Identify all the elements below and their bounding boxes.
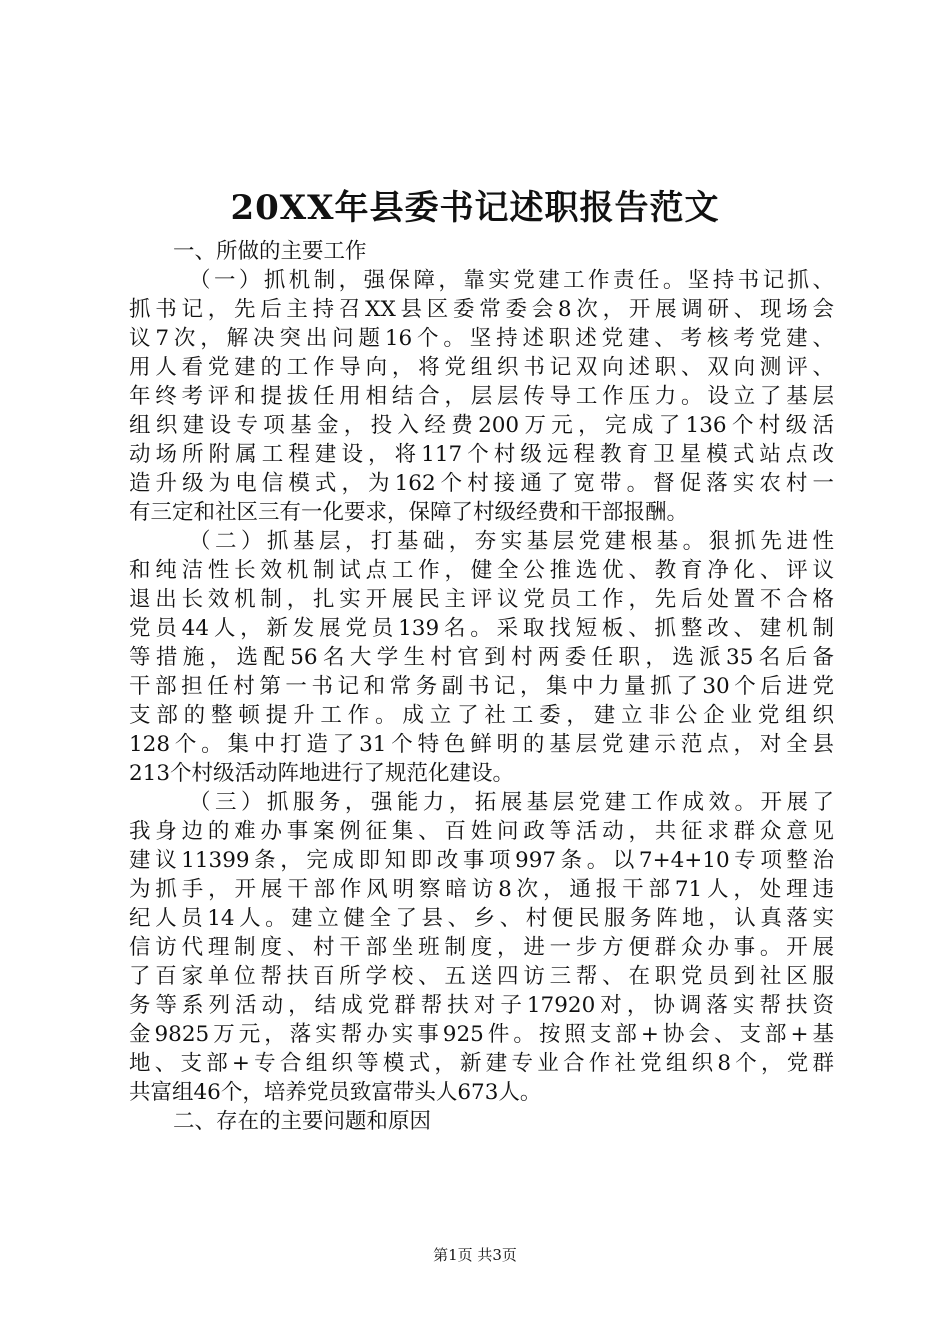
paragraph-1-line: 用人看党建的工作导向，将党组织书记双向述职、双向测评、: [129, 355, 834, 380]
paragraph-3-line: 纪人员14人。建立健全了县、乡、村便民服务阵地，认真落实: [129, 906, 834, 931]
paragraph-2-line: 支部的整顿提升工作。成立了社工委，建立非公企业党组织: [129, 703, 834, 728]
paragraph-3-line: 金9825万元，落实帮办实事925件。按照支部+协会、支部+基: [129, 1022, 834, 1047]
paragraph-3-line: 建议11399条，完成即知即改事项997条。以7+4+10专项整治: [129, 848, 834, 873]
paragraph-2-line: 等措施，选配56名大学生村官到村两委任职，选派35名后备: [129, 645, 834, 670]
paragraph-2-line: 128个。集中打造了31个特色鲜明的基层党建示范点，对全县: [129, 732, 834, 757]
paragraph-2-line: 党员44人，新发展党员139名。采取找短板、抓整改、建机制: [129, 616, 834, 641]
page-number-footer: 第1页 共3页: [433, 1246, 517, 1264]
paragraph-1-line: 造升级为电信模式，为162个村接通了宽带。督促落实农村一: [129, 471, 834, 496]
section-heading-2: 二、存在的主要问题和原因: [173, 1109, 432, 1134]
paragraph-3-line: 我身边的难办事案例征集、百姓问政等活动，共征求群众意见: [129, 819, 834, 844]
paragraph-2-line: 和纯洁性长效机制试点工作，健全公推选优、教育净化、评议: [129, 558, 834, 583]
document-title: 20XX年县委书记述职报告范文: [230, 188, 720, 228]
paragraph-3-line: 共富组46个，培养党员致富带头人673人。: [129, 1080, 542, 1105]
paragraph-2-line: 干部担任村第一书记和常务副书记，集中力量抓了30个后进党: [129, 674, 834, 699]
paragraph-2-line: 213个村级活动阵地进行了规范化建设。: [129, 761, 515, 786]
paragraph-1-line: 议7次，解决突出问题16个。坚持述职述党建、考核考党建、: [129, 326, 834, 351]
paragraph-3-line: 为抓手，开展干部作风明察暗访8次，通报干部71人，处理违: [129, 877, 834, 902]
paragraph-1-line: 有三定和社区三有一化要求，保障了村级经费和干部报酬。: [129, 500, 689, 525]
paragraph-1-line: 组织建设专项基金，投入经费200万元，完成了136个村级活: [129, 413, 834, 438]
paragraph-3-line: 地、支部+专合组织等模式，新建专业合作社党组织8个，党群: [129, 1051, 834, 1076]
paragraph-3-line: 务等系列活动，结成党群帮扶对子17920对，协调落实帮扶资: [129, 993, 834, 1018]
paragraph-2-line: （二）抓基层，打基础，夯实基层党建根基。狠抓先进性: [189, 529, 834, 554]
paragraph-1-line: 年终考评和提拔任用相结合，层层传导工作压力。设立了基层: [129, 384, 834, 409]
paragraph-1-line: （一）抓机制，强保障，靠实党建工作责任。坚持书记抓、: [189, 268, 834, 293]
paragraph-3-line: 了百家单位帮扶百所学校、五送四访三帮、在职党员到社区服: [129, 964, 834, 989]
section-heading-1: 一、所做的主要工作: [173, 239, 367, 264]
paragraph-1-line: 抓书记，先后主持召XX县区委常委会8次，开展调研、现场会: [129, 297, 834, 322]
document-body: [129, 237, 834, 1136]
paragraph-2-line: 退出长效机制，扎实开展民主评议党员工作，先后处置不合格: [129, 587, 834, 612]
paragraph-3-line: （三）抓服务，强能力，拓展基层党建工作成效。开展了: [189, 790, 834, 815]
paragraph-1-line: 动场所附属工程建设，将117个村级远程教育卫星模式站点改: [129, 442, 834, 467]
paragraph-3-line: 信访代理制度、村干部坐班制度，进一步方便群众办事。开展: [129, 935, 834, 960]
